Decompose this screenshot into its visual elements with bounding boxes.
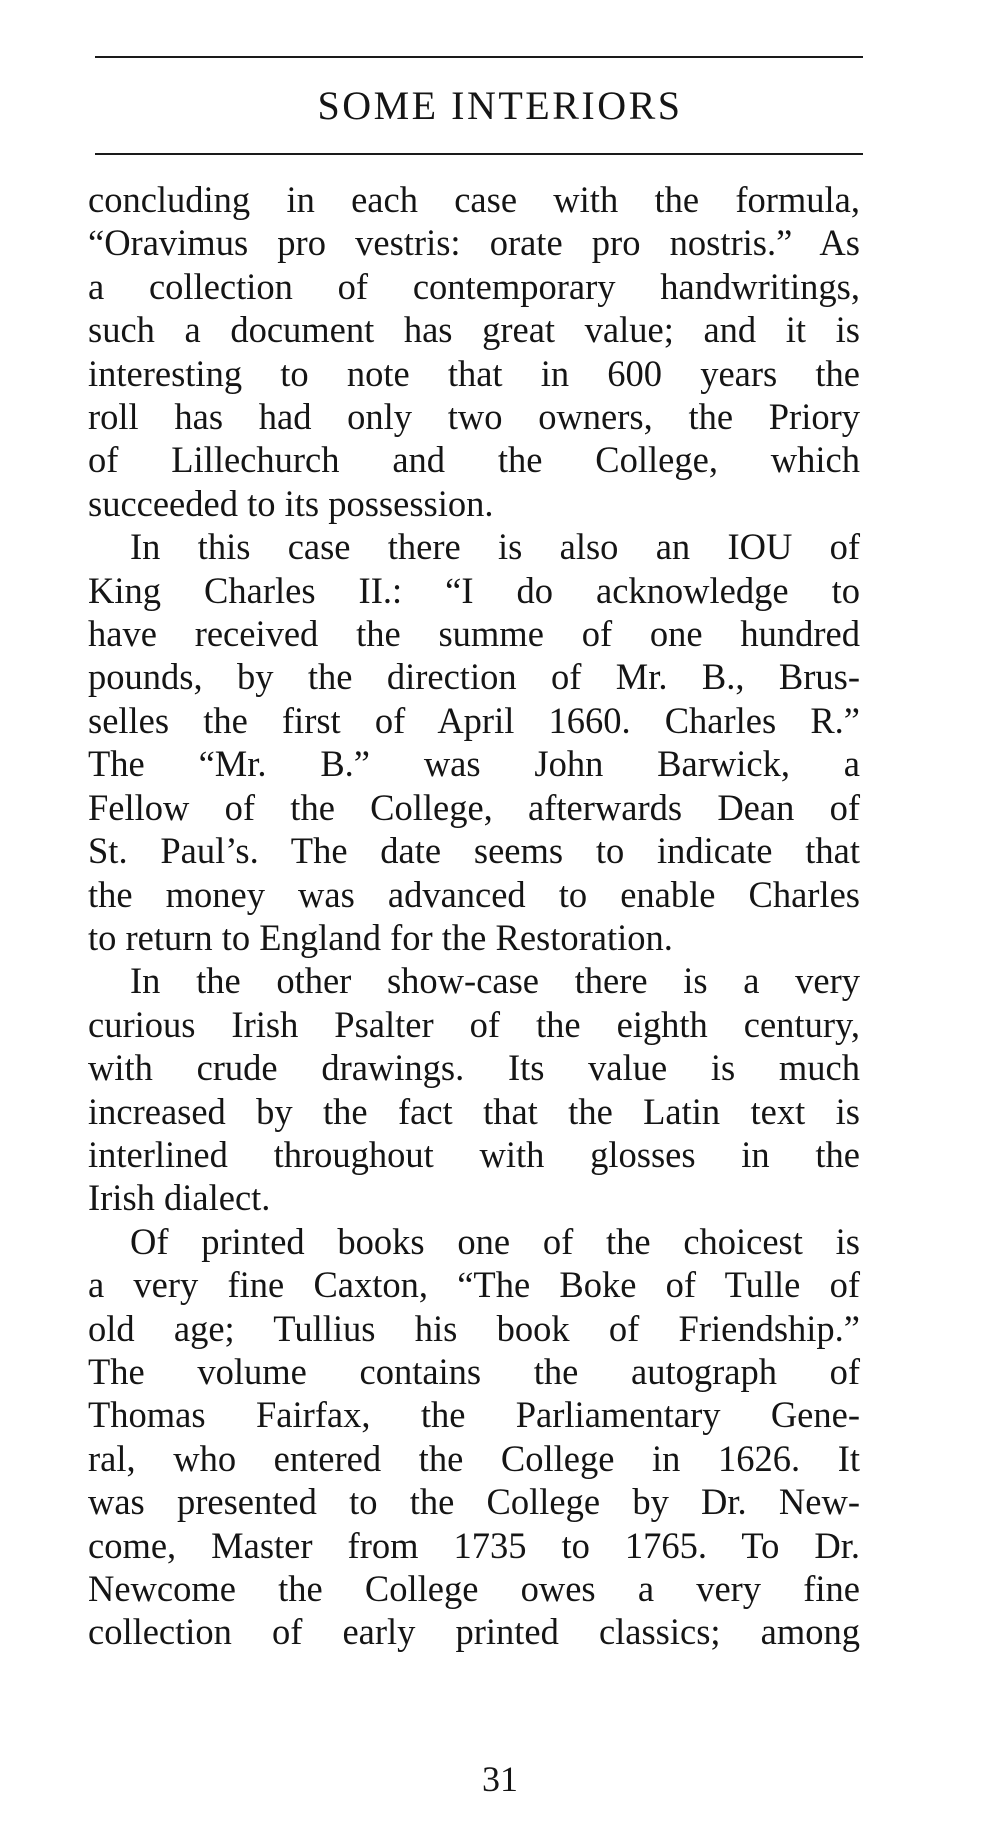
text-line: roll has had only two owners, the Priory	[88, 396, 860, 438]
paragraph-4	[88, 1220, 860, 1654]
text-line: concluding in each case with the formula,	[88, 179, 860, 220]
text-line: King Charles II.: “I do acknowledge to	[88, 569, 860, 611]
paragraph-2	[88, 525, 860, 959]
text-line: such a document has great value; and it is	[88, 309, 860, 351]
text-line: selles the first of April 1660. Charles R.”	[88, 699, 860, 741]
text-line: have received the summe of one hundred	[88, 613, 860, 655]
text-line: a collection of contemporary handwritings,	[88, 265, 860, 307]
paragraph-1	[88, 178, 860, 525]
body-text	[88, 178, 860, 1654]
text-line: Newcome the College owes a very fine	[88, 1568, 860, 1609]
text-line: In this case there is also an IOU of	[130, 526, 860, 568]
text-line: to return to England for the Restoration.	[88, 916, 673, 958]
text-line: ral, who entered the College in 1626. It	[88, 1437, 860, 1479]
text-line: St. Paul’s. The date seems to indicate that	[88, 830, 860, 872]
header-rule-bottom	[95, 153, 863, 155]
text-line: old age; Tullius his book of Friendship.”	[88, 1307, 860, 1349]
paragraph-3	[88, 959, 860, 1219]
text-line: interesting to note that in 600 years the	[88, 352, 860, 394]
text-line: collection of early printed classics; among	[88, 1611, 860, 1653]
text-line: a very fine Caxton, “The Boke of Tulle of	[88, 1264, 860, 1306]
text-line: interlined throughout with glosses in the	[88, 1133, 860, 1175]
text-line: curious Irish Psalter of the eighth century,	[88, 1003, 860, 1045]
text-line: was presented to the College by Dr. New-	[88, 1481, 860, 1523]
text-line: with crude drawings. Its value is much	[88, 1047, 860, 1089]
text-line: of Lillechurch and the College, which	[88, 439, 860, 481]
text-line: come, Master from 1735 to 1765. To Dr.	[88, 1524, 860, 1566]
text-line: increased by the fact that the Latin text is	[88, 1090, 860, 1132]
text-line: “Oravimus pro vestris: orate pro nostris.” As	[88, 222, 860, 264]
text-line: Fellow of the College, afterwards Dean of	[88, 786, 860, 828]
page-number: 31	[482, 1759, 518, 1799]
text-line: The “Mr. B.” was John Barwick, a	[88, 743, 860, 785]
text-line: the money was advanced to enable Charles	[88, 873, 860, 915]
text-line: Of printed books one of the choicest is	[130, 1220, 860, 1262]
text-line: The volume contains the autograph of	[88, 1350, 860, 1392]
text-line: In the other show-case there is a very	[130, 960, 860, 1002]
header-rule-top	[95, 56, 863, 58]
text-line: Irish dialect.	[88, 1177, 271, 1219]
running-head: SOME INTERIORS	[317, 83, 683, 128]
text-line: succeeded to its possession.	[88, 482, 494, 524]
text-line: Thomas Fairfax, the Parliamentary Gene-	[88, 1394, 860, 1436]
text-line: pounds, by the direction of Mr. B., Brus-	[88, 656, 860, 698]
